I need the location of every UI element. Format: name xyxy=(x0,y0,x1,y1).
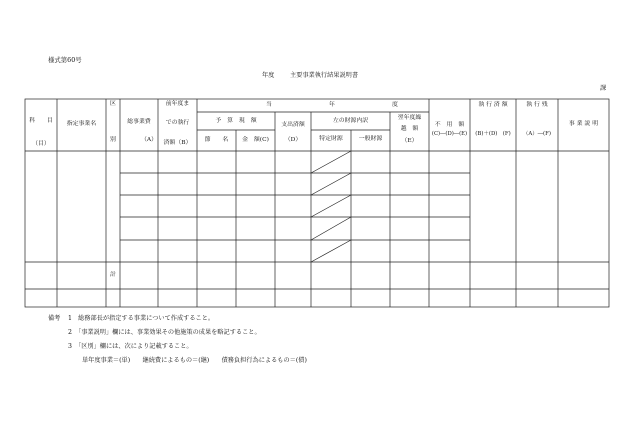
header-fuyo-calc: (C)―(D)―(E) xyxy=(431,131,468,137)
department-label: 課 xyxy=(600,85,607,92)
header-zen-2: での執行 xyxy=(165,120,190,126)
header-ippan: 一般財源 xyxy=(358,136,383,142)
header-shikkozumi-calc: (B)＋(D) (F) xyxy=(475,131,511,137)
header-zen-1: 前年度ま xyxy=(165,101,190,107)
header-ku: 区 xyxy=(110,101,116,107)
header-sojigyo: 総事業費 xyxy=(127,119,151,125)
header-nen: 年 xyxy=(329,102,335,108)
header-yokunen-3: （E） xyxy=(401,138,418,144)
header-sojigyo-a: （A） xyxy=(140,137,158,143)
header-yokunen-2: 越 額 xyxy=(400,126,419,132)
header-jigyo: 指定事業名 xyxy=(66,121,97,127)
total-label: 計 xyxy=(110,272,116,278)
page-title: 主要事業執行結果説明書 xyxy=(290,72,359,79)
header-yokunen-1: 翌年度繰 xyxy=(397,115,422,121)
header-shikkozumi: 執 行 済 額 xyxy=(478,102,508,108)
note-item-1: 1 総務部長が指定する事業について作成すること。 xyxy=(68,315,215,322)
header-zaigen: 左の財源内訳 xyxy=(332,118,369,124)
header-shishutsu: 支出済額 xyxy=(281,122,305,128)
header-tokutei: 特定財源 xyxy=(319,136,343,142)
note-item-3: 3 「区別」欄には、次により記載すること。 xyxy=(68,343,193,350)
header-shikkozan: 執 行 残 xyxy=(526,102,548,108)
header-fuyo: 不 用 額 xyxy=(434,122,465,128)
form-number: 様式第60号 xyxy=(48,56,82,64)
notes-label: 備考 xyxy=(48,315,61,322)
header-shishutsu-d: （D） xyxy=(284,137,302,143)
header-kingaku: 金 額(C) xyxy=(242,137,269,143)
header-betsu: 別 xyxy=(110,137,116,143)
header-kamoku: 科 目 xyxy=(29,118,53,124)
title-year: 年度 xyxy=(262,72,275,79)
header-shikkozan-calc: （A）―(F) xyxy=(522,131,551,137)
header-setsumei: 事 業 説 明 xyxy=(568,121,599,127)
note-legend: 単年度事業＝(単) 継続費によるもの＝(継) 債務負担行為によるもの＝(債) xyxy=(82,357,307,364)
header-do: 度 xyxy=(392,102,398,108)
note-item-2: 2 「事業説明」欄には、事業効果その他施策の成果を略記すること。 xyxy=(68,329,261,336)
header-kamoku-sub: （目） xyxy=(32,141,50,147)
header-yosan: 予 算 現 額 xyxy=(215,118,257,124)
header-zen-3: 済額（B） xyxy=(163,140,192,146)
header-tou: 当 xyxy=(266,102,272,108)
header-setsu: 節 名 xyxy=(204,137,229,143)
